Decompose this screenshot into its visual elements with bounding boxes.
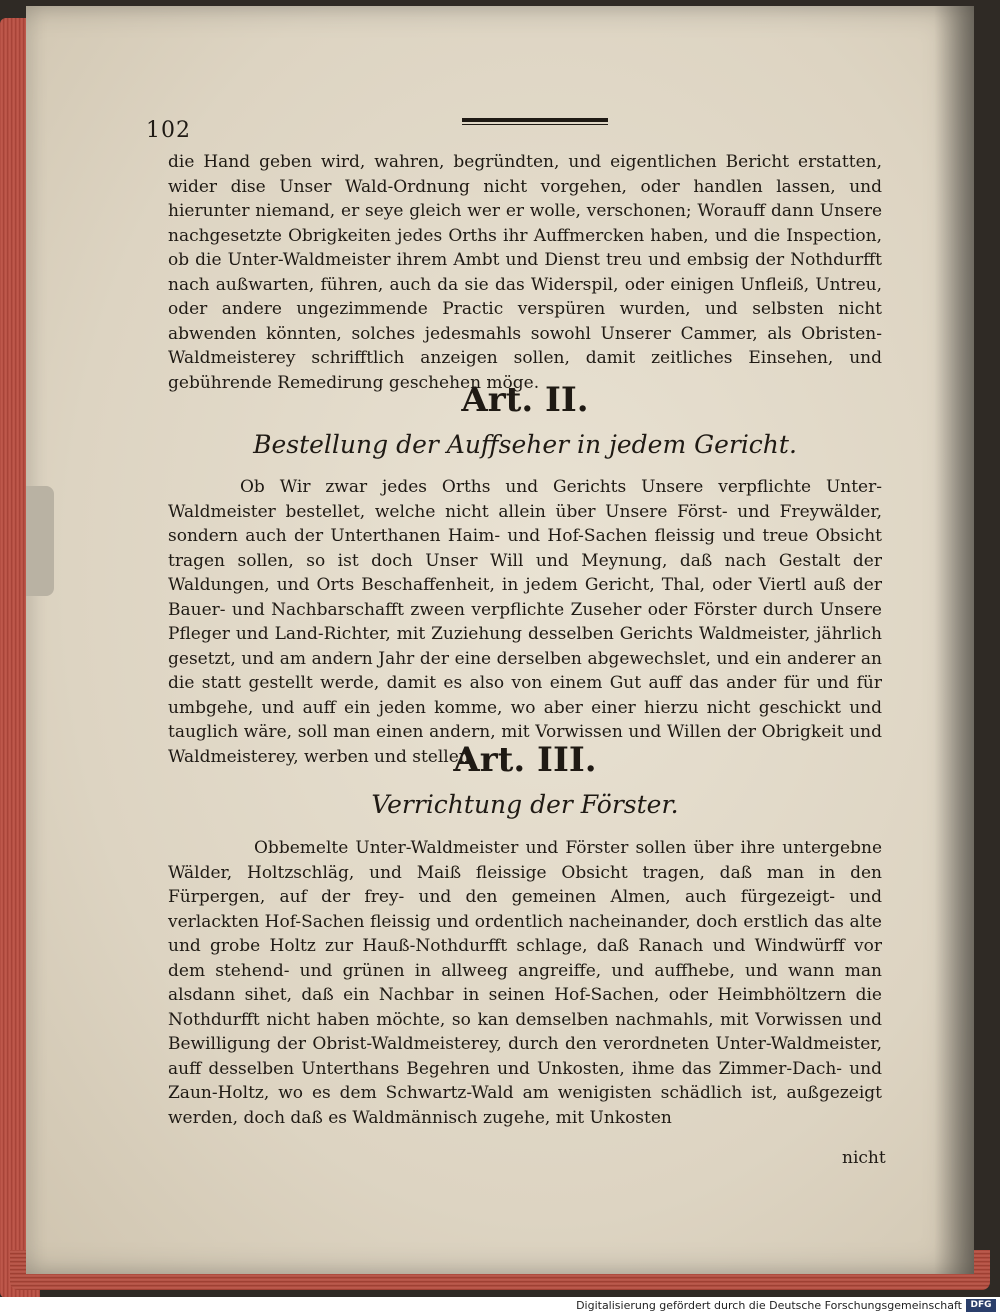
article-2-heading: Art. II. <box>461 380 589 420</box>
article-2-text: Ob Wir zwar jedes Orths und Gerichts Unsere verpflichte Unter-Waldmeister bestellet, welche nicht allein über Unsere Först- und Freywälder, sondern auch der Unterthanen Haim- und Hof-Sachen fleissig und treue Obsicht tragen sollen, so ist doch Unser Will und Meynung, daß nach Gestalt der Waldungen, und Orts Beschaffenheit, in jedem Gericht, Thal, oder Viertl auß der Bauer- und Nachbarschafft zween verpflichte Zuseher oder Förster durch Unsere Pfleger und Land-Richter, mit Zuziehung desselben Gerichts Waldmeister, jährlich gesetzt, und am andern Jahr der eine derselben abgewechslet, und ein anderer an die statt gestellt werde, damit es also von einem Gut auff das ander für und für umbgehe, und auff ein jeden komme, wo aber einer hierzu nicht geschickt und tauglich wäre, soll man einen andern, mit Vorwissen und Willen der Obrigkeit und Waldmeisterey, werben und stellen. <box>168 477 882 767</box>
header-rule-thin <box>462 124 608 125</box>
digitization-footer <box>0 1297 1000 1315</box>
catchword: nicht <box>842 1148 886 1168</box>
footer-credit: Digitalisierung gefördert durch die Deutsche Forschungsgemeinschaft <box>576 1299 962 1312</box>
article-3-subheading: Verrichtung der Förster. <box>371 790 679 819</box>
article-2-subheading: Bestellung der Auffseher in jedem Gericht. <box>253 430 797 459</box>
page-number: 102 <box>146 118 191 143</box>
bookmark-ribbon <box>26 486 54 596</box>
binding-gutter <box>934 6 974 1274</box>
paragraph-continued: die Hand geben wird, wahren, begründten, und eigentlichen Bericht erstatten, wider dise Unser Wald-Ordnung nicht vorgehen, oder handlen lassen, und hierunter niemand, er seye gleich wer er wolle, verschonen; Worauff dann Unsere nachgesetzte Obrigkeiten jedes Orths ihr Auffmercken haben, und die Inspection, ob die Unter-Waldmeister ihrem Ambt und Dienst treu und embsig der Nothdurfft nach außwarten, führen, auch da sie das Widerspil, oder einigen Unfleiß, Untreu, oder andere ungezimmende Practic verspüren wurden, und selbsten nicht abwenden könnten, solches jedesmahls sowohl Unserer Cammer, als Obristen-Waldmeisterey schrifftlich anzeigen sollen, damit zeitliches Einsehen, und gebührende Remedirung geschehen möge. <box>168 152 882 393</box>
dfg-logo: DFG <box>966 1299 996 1312</box>
header-rule <box>462 118 608 122</box>
article-3-text: Obbemelte Unter-Waldmeister und Förster sollen über ihre untergebne Wälder, Holtzschläg, und Maiß fleissige Obsicht tragen, daß man in den Fürpergen, auf der frey- und den gemeinen Almen, auch fürgezeigt- und verlackten Hof-Sachen fleissig und ordentlich nacheinander, doch erstlich das alte und grobe Holtz zur Hauß-Nothdurfft schlage, daß Ranach und Windwürff vor dem stehend- und grünen in allweeg angreiffe, und auffhebe, und wann man alsdann sihet, daß ein Nachbar in seinen Hof-Sachen, oder Heimbhöltzern die Nothdurfft nicht haben möchte, so kan demselben nachmahls, mit Vorwissen und Bewilligung der Obrist-Waldmeisterey, durch den verordneten Unter-Waldmeister, auff desselben Unterthans Begehren und Unkosten, ihme das Zimmer-Dach- und Zaun-Holtz, wo es dem Schwartz-Wald am wenigisten schädlich ist, außgezeigt werden, doch daß es Waldmännisch zugehe, mit Unkosten <box>168 838 882 1128</box>
article-3-heading: Art. III. <box>453 740 597 780</box>
